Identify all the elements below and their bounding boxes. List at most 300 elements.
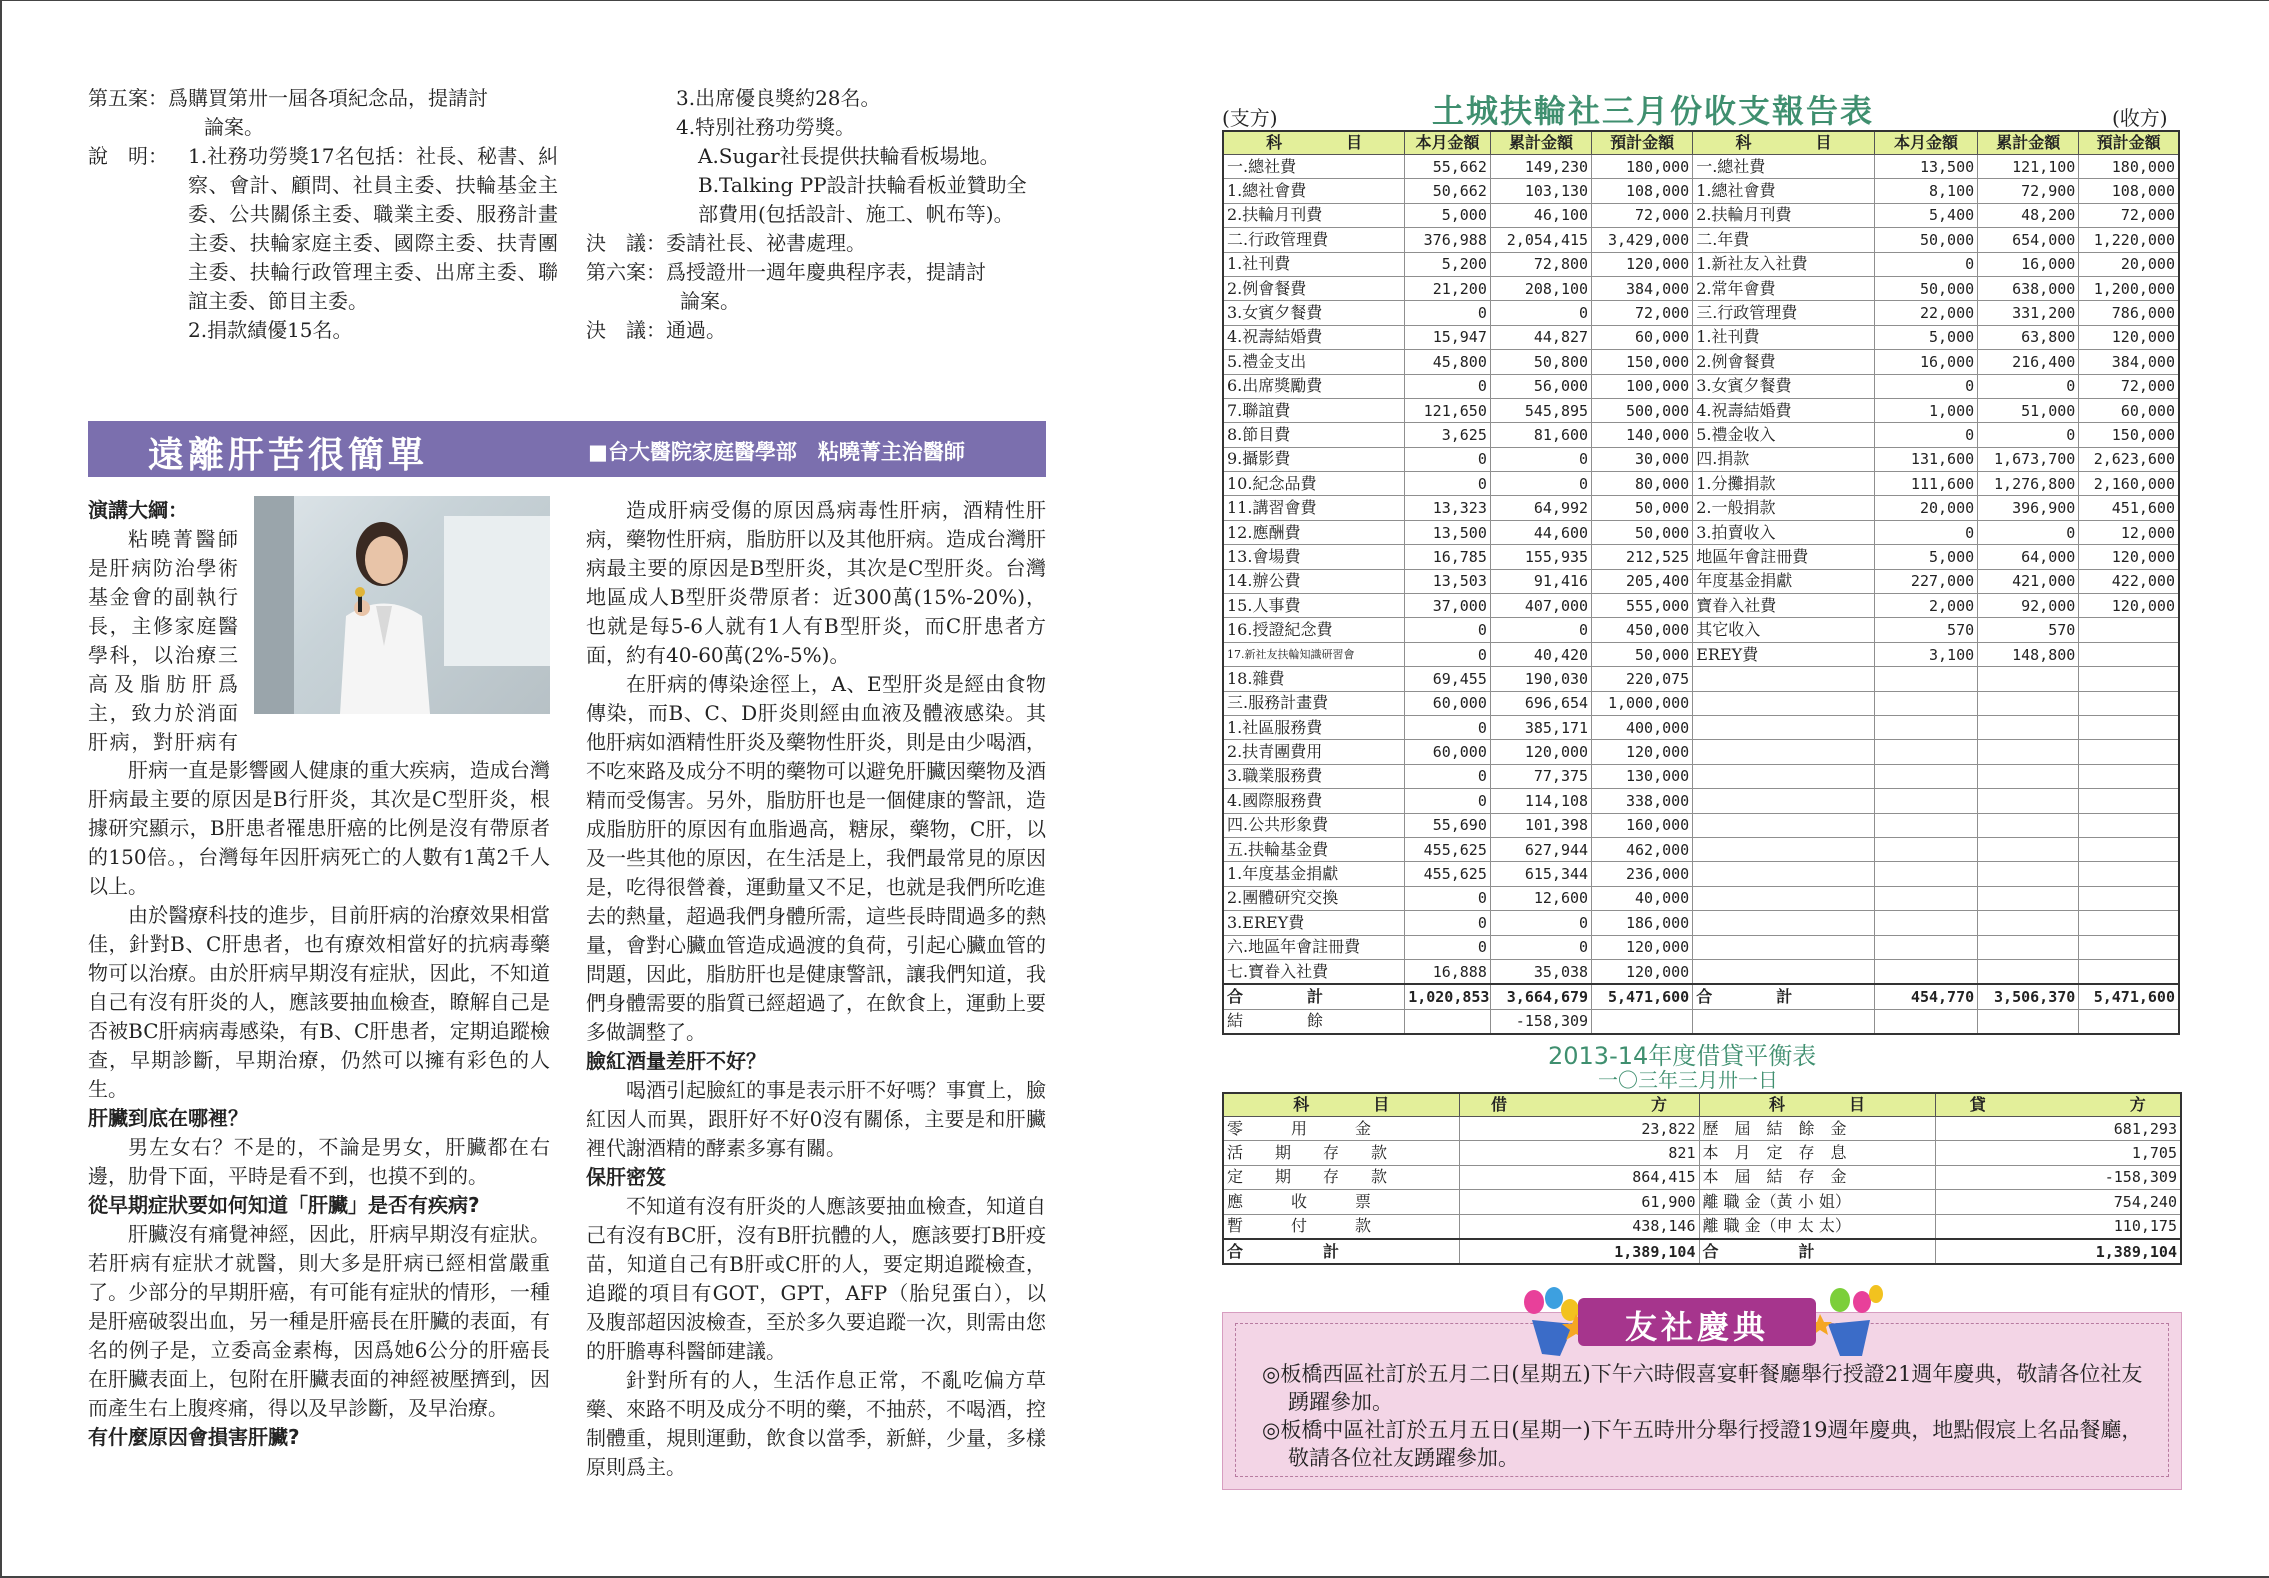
expense-amount-cell: 0 (1490, 447, 1591, 471)
expense-amount-cell: 462,000 (1592, 837, 1693, 861)
income-amount-cell: 13,500 (1874, 155, 1977, 179)
expense-amount-cell: 50,000 (1592, 642, 1693, 666)
item5-cont: 論案。 (204, 115, 264, 139)
report-row (1223, 667, 2179, 691)
expense-amount-cell: 0 (1490, 618, 1591, 642)
expense-subject-cell: 4.國際服務費 (1223, 789, 1405, 813)
income-amount-cell (2079, 715, 2179, 739)
expense-amount-cell: 205,400 (1592, 569, 1693, 593)
expense-amount-cell: 46,100 (1490, 203, 1591, 227)
article-col2-body (586, 496, 1046, 1482)
article-col1-p1 (88, 525, 238, 757)
income-amount-cell: 50,000 (1874, 228, 1977, 252)
income-amount-cell: 0 (1874, 374, 1977, 398)
expense-amount-cell: 0 (1405, 935, 1491, 959)
expense-amount-cell: 60,000 (1405, 740, 1491, 764)
income-amount-cell: 5,000 (1874, 545, 1977, 569)
expense-amount-cell: 16,888 (1405, 959, 1491, 984)
expense-subject-cell: 10.紀念品費 (1223, 472, 1405, 496)
expense-amount-cell: 72,000 (1592, 301, 1693, 325)
speaker-photo-illustration (254, 496, 550, 714)
income-amount-cell (1874, 862, 1977, 886)
balance-amount-cell (1405, 1009, 1491, 1034)
income-amount-cell: 120,000 (2079, 545, 2179, 569)
income-amount-cell (1978, 667, 2079, 691)
balance-subject-cell: 應 收 票 (1223, 1190, 1459, 1214)
income-amount-cell: 20,000 (1874, 496, 1977, 520)
expense-amount-cell: 0 (1490, 301, 1591, 325)
balance-amount-cell: 23,822 (1459, 1117, 1699, 1141)
expense-subject-cell: 11.講習會費 (1223, 496, 1405, 520)
income-subject-cell: 3.拍賣收入 (1693, 520, 1875, 544)
income-amount-cell: 1,000 (1874, 398, 1977, 422)
expense-subject-cell: 1.總社會費 (1223, 179, 1405, 203)
income-amount-cell: 422,000 (2079, 569, 2179, 593)
expense-amount-cell: 338,000 (1592, 789, 1693, 813)
income-amount-cell: 216,400 (1978, 350, 2079, 374)
expense-amount-cell: 0 (1405, 618, 1491, 642)
expense-amount-cell: 155,935 (1490, 545, 1591, 569)
income-subject-cell: 5.禮金收入 (1693, 423, 1875, 447)
expense-amount-cell: 37,000 (1405, 594, 1491, 618)
report-row (1223, 642, 2179, 666)
expense-amount-cell: 0 (1490, 935, 1591, 959)
col2-h5: 保肝密笈 (586, 1165, 666, 1189)
expense-amount-cell: 101,398 (1490, 813, 1591, 837)
income-amount-cell: 60,000 (2079, 398, 2179, 422)
expense-amount-cell: 190,030 (1490, 667, 1591, 691)
income-amount-cell: 16,000 (1874, 350, 1977, 374)
income-amount-cell: 63,800 (1978, 325, 2079, 349)
total-amount-cell: 3,664,679 (1490, 984, 1591, 1009)
page-border-left (0, 0, 2, 1578)
report-row (1223, 545, 2179, 569)
income-amount-cell: 180,000 (2079, 155, 2179, 179)
report-row (1223, 155, 2179, 179)
income-amount-cell (2079, 642, 2179, 666)
income-amount-cell: 150,000 (2079, 423, 2179, 447)
income-amount-cell: 2,623,600 (2079, 447, 2179, 471)
total-label-cell: 合 計 (1693, 984, 1875, 1009)
balance-subject-cell: 離 職 金（黃 小 姐） (1699, 1190, 1935, 1214)
expense-amount-cell: 50,000 (1592, 496, 1693, 520)
expense-amount-cell: 120,000 (1592, 959, 1693, 984)
expense-amount-cell: 55,662 (1405, 155, 1491, 179)
income-subject-cell: 2.例會餐費 (1693, 350, 1875, 374)
balance-table-wrapper (1222, 1092, 2180, 1265)
expense-amount-cell: 91,416 (1490, 569, 1591, 593)
notice-items (1262, 1360, 2148, 1472)
expense-subject-cell: 6.出席獎勵費 (1223, 374, 1405, 398)
report-row (1223, 496, 2179, 520)
expense-amount-cell: 5,200 (1405, 252, 1491, 276)
expense-amount-cell: 44,600 (1490, 520, 1591, 544)
income-amount-cell (1874, 691, 1977, 715)
income-amount-cell: 72,900 (1978, 179, 2079, 203)
expense-subject-cell: 3.女賓夕餐費 (1223, 301, 1405, 325)
expense-amount-cell: 45,800 (1405, 350, 1491, 374)
income-subject-cell (1693, 911, 1875, 935)
expense-amount-cell: 108,000 (1592, 179, 1693, 203)
resolution-2: 決 議：通過。 (586, 318, 726, 342)
expense-amount-cell: 80,000 (1592, 472, 1693, 496)
income-amount-cell: 131,600 (1874, 447, 1977, 471)
expense-subject-cell: 8.節目費 (1223, 423, 1405, 447)
report-row (1223, 179, 2179, 203)
minutes-right-column (586, 84, 1046, 345)
income-amount-cell (1978, 740, 2079, 764)
expense-amount-cell: 50,800 (1490, 350, 1591, 374)
income-amount-cell: 120,000 (2079, 325, 2179, 349)
income-amount-cell (2079, 813, 2179, 837)
income-amount-cell: 1,200,000 (2079, 276, 2179, 300)
income-amount-cell (2079, 618, 2179, 642)
expense-amount-cell: 50,000 (1592, 520, 1693, 544)
report-row (1223, 789, 2179, 813)
expense-subject-cell: 3.職業服務費 (1223, 764, 1405, 788)
income-amount-cell: 92,000 (1978, 594, 2079, 618)
income-amount-cell: 384,000 (2079, 350, 2179, 374)
expense-amount-cell: 44,827 (1490, 325, 1591, 349)
article-title: 遠離肝苦很簡單 (148, 435, 429, 476)
income-subject-cell: 寶眷入社費 (1693, 594, 1875, 618)
explain-label: 說 明： (88, 144, 168, 168)
expense-amount-cell: 615,344 (1490, 862, 1591, 886)
report-row (1223, 325, 2179, 349)
speaker-photo (254, 496, 550, 714)
expense-amount-cell: 400,000 (1592, 715, 1693, 739)
expense-subject-cell: 9.攝影費 (1223, 447, 1405, 471)
balance-subject-cell: 本 月 定 存 息 (1699, 1141, 1935, 1165)
income-subject-cell: 2.扶輪月刊費 (1693, 203, 1875, 227)
expense-subject-cell: 五.扶輪基金費 (1223, 837, 1405, 861)
balance-row (1223, 1190, 2181, 1214)
income-amount-cell (1874, 886, 1977, 910)
expense-amount-cell: 13,323 (1405, 496, 1491, 520)
expense-amount-cell: 13,500 (1405, 520, 1491, 544)
expense-amount-cell: 0 (1405, 715, 1491, 739)
balance-amount-cell (1592, 1009, 1693, 1034)
expense-subject-cell: 1.社刊費 (1223, 252, 1405, 276)
income-amount-cell: 421,000 (1978, 569, 2079, 593)
expense-amount-cell: 55,690 (1405, 813, 1491, 837)
header-month-expense: 本月金額 (1405, 131, 1491, 155)
expense-amount-cell: 208,100 (1490, 276, 1591, 300)
notice-item-1: ◎板橋西區社訂於五月二日(星期五)下午六時假喜宴軒餐廳舉行授證21週年慶典，敬請各位社友踴躍參加。 (1262, 1362, 2143, 1414)
expense-amount-cell: 220,075 (1592, 667, 1693, 691)
report-table-wrapper (1222, 130, 2180, 1035)
income-amount-cell: 0 (1978, 374, 2079, 398)
income-amount-cell: 638,000 (1978, 276, 2079, 300)
expense-amount-cell: 0 (1405, 447, 1491, 471)
expense-subject-cell: 4.祝壽結婚費 (1223, 325, 1405, 349)
income-amount-cell: 0 (1874, 520, 1977, 544)
balance-subject-cell: 歷 屆 結 餘 金 (1699, 1117, 1935, 1141)
income-amount-cell: 148,800 (1978, 642, 2079, 666)
income-amount-cell: 5,400 (1874, 203, 1977, 227)
income-amount-cell: 22,000 (1874, 301, 1977, 325)
expense-amount-cell: 1,000,000 (1592, 691, 1693, 715)
col2-p3: 喝酒引起臉紅的事是表示肝不好嗎？事實上，臉紅因人而異，跟肝好不好0沒有關係，主要是和肝臟裡代謝酒精的酵素多寡有關。 (586, 1078, 1046, 1160)
article-banner (88, 421, 1046, 477)
income-amount-cell: 0 (1874, 252, 1977, 276)
income-amount-cell (1874, 715, 1977, 739)
header-subject-expense: 科 目 (1223, 131, 1405, 155)
total-amount-cell: 5,471,600 (1592, 984, 1693, 1009)
explain-2: 2.捐款績優15名。 (188, 318, 353, 342)
income-amount-cell (1978, 764, 2079, 788)
expense-amount-cell: 103,130 (1490, 179, 1591, 203)
income-subject-cell (1693, 764, 1875, 788)
balance-amount-cell: 61,900 (1459, 1190, 1699, 1214)
report-row (1223, 740, 2179, 764)
report-row (1223, 447, 2179, 471)
income-amount-cell (1978, 959, 2079, 984)
expense-amount-cell: 160,000 (1592, 813, 1693, 837)
expense-subject-cell: 3.EREY費 (1223, 911, 1405, 935)
notice-title-banner (1578, 1298, 1816, 1346)
balance-row (1223, 1214, 2181, 1239)
expense-subject-cell: 13.會場費 (1223, 545, 1405, 569)
expense-subject-cell: 5.禮金支出 (1223, 350, 1405, 374)
report-row (1223, 935, 2179, 959)
income-amount-cell (2079, 764, 2179, 788)
income-amount-cell (1978, 837, 2079, 861)
income-amount-cell: 16,000 (1978, 252, 2079, 276)
report-row (1223, 764, 2179, 788)
balance-amount-cell (1874, 1009, 1977, 1034)
income-amount-cell: 1,673,700 (1978, 447, 2079, 471)
page-border-top (0, 0, 2269, 1)
article-col1-intro (88, 496, 238, 525)
income-subject-cell (1693, 789, 1875, 813)
income-amount-cell (1874, 789, 1977, 813)
income-amount-cell: 227,000 (1874, 569, 1977, 593)
total-amount-cell: 5,471,600 (2079, 984, 2179, 1009)
balance-amount-cell (1978, 1009, 2079, 1034)
expense-amount-cell: 385,171 (1490, 715, 1591, 739)
total-label-cell: 合 計 (1223, 984, 1405, 1009)
report-row (1223, 398, 2179, 422)
expense-amount-cell: 0 (1405, 789, 1491, 813)
balance-amount-cell: 438,146 (1459, 1214, 1699, 1239)
income-amount-cell: 2,000 (1874, 594, 1977, 618)
income-amount-cell: 570 (1874, 618, 1977, 642)
expense-amount-cell: 696,654 (1490, 691, 1591, 715)
expense-amount-cell: 407,000 (1490, 594, 1591, 618)
income-amount-cell: 5,000 (1874, 325, 1977, 349)
balance-total-amount: 1,389,104 (1459, 1239, 1699, 1264)
item6-cont: 論案。 (680, 289, 740, 313)
expense-amount-cell: 81,600 (1490, 423, 1591, 447)
report-row (1223, 618, 2179, 642)
col2-p2: 在肝病的傳染途徑上，A、E型肝炎是經由食物傳染，而B、C、D肝炎則經由血液及體液感染。其他肝病如酒精性肝炎及藥物性肝炎，則是由少喝酒，不吃來路及成分不明的藥物可以避免肝臟因藥物及酒精而受傷害。另外，脂肪肝也是一個健康的警訊，造成脂肪肝的原因有血脂過高，糖尿，藥物，C肝，以及一些其他的原因，在生活是上，我們最常見的原因是，吃得很營養，運動量又不足，也就是我們所吃進去的熱量，超過我們身體所需，這些長時間過多的熱量，會對心臟血管造成過渡的負荷，引起心臟血管的問題，因此，脂肪肝也是健康警訊，讓我們知道，我們身體需要的脂質已經超過了，在飲食上，運動上要多做調整了。 (586, 672, 1046, 1044)
balance-row (1223, 1141, 2181, 1165)
balance-title: 2013-14年度借貸平衡表 (1548, 1042, 1817, 1070)
report-row (1223, 374, 2179, 398)
balance-amount-cell: 1,705 (1935, 1141, 2181, 1165)
expense-amount-cell: 2,054,415 (1490, 228, 1591, 252)
outline-label: 演講大綱： (88, 498, 188, 522)
expense-amount-cell: 100,000 (1592, 374, 1693, 398)
income-amount-cell (2079, 667, 2179, 691)
expense-amount-cell: 3,429,000 (1592, 228, 1693, 252)
balance-total-label: 合 計 (1699, 1239, 1935, 1264)
expense-amount-cell: 5,000 (1405, 203, 1491, 227)
expense-amount-cell: 0 (1405, 472, 1491, 496)
intro-paragraph: 粘曉菁醫師是肝病防治學術基金會的副執行長，主修家庭醫學科，以治療三高及脂肪肝爲主，致力於消面肝病，對肝病有 (88, 527, 238, 754)
expense-amount-cell: 455,625 (1405, 837, 1491, 861)
expense-amount-cell: 384,000 (1592, 276, 1693, 300)
income-subject-cell: 其它收入 (1693, 618, 1875, 642)
report-header-row (1223, 131, 2179, 155)
expense-amount-cell: 627,944 (1490, 837, 1591, 861)
expense-subject-cell: 12.應酬費 (1223, 520, 1405, 544)
income-subject-cell: 地區年會註冊費 (1693, 545, 1875, 569)
income-amount-cell (2079, 862, 2179, 886)
income-amount-cell (1978, 715, 2079, 739)
expense-subject-cell: 2.扶輪月刊費 (1223, 203, 1405, 227)
expense-amount-cell: 149,230 (1490, 155, 1591, 179)
income-subject-cell (1693, 691, 1875, 715)
expense-subject-cell: 14.辦公費 (1223, 569, 1405, 593)
report-row (1223, 959, 2179, 984)
expense-amount-cell: 0 (1405, 886, 1491, 910)
expense-amount-cell: 12,600 (1490, 886, 1591, 910)
expense-amount-cell: 0 (1405, 374, 1491, 398)
expense-subject-cell: 17.新社友扶輪知識研習會 (1223, 642, 1405, 666)
income-amount-cell: 331,200 (1978, 301, 2079, 325)
income-amount-cell: 0 (1978, 520, 2079, 544)
income-amount-cell: 396,900 (1978, 496, 2079, 520)
income-subject-cell: 三.行政管理費 (1693, 301, 1875, 325)
expense-amount-cell: 64,992 (1490, 496, 1591, 520)
income-amount-cell (2079, 959, 2179, 984)
balance-amount-cell: -158,309 (1490, 1009, 1591, 1034)
report-table (1222, 130, 2180, 1035)
income-amount-cell (2079, 911, 2179, 935)
total-amount-cell: 454,770 (1874, 984, 1977, 1009)
expense-amount-cell: 455,625 (1405, 862, 1491, 886)
expense-subject-cell: 2.團體研究交換 (1223, 886, 1405, 910)
col1-p5: 肝臟沒有痛覺神經，因此，肝病早期沒有症狀。若肝病有症狀才就醫，則大多是肝病已經相當嚴重了。少部分的早期肝癌，有可能有症狀的情形，一種是肝癌破裂出血，另一種是肝癌長在肝臟的表面，有名的例子是，立委高金素梅，因爲她6公分的肝癌長在肝臟表面上，包附在肝臟表面的神經被壓擠到，因而產生右上腹疼痛，得以及早診斷，及早治療。 (88, 1222, 550, 1420)
expense-amount-cell: 120,000 (1592, 252, 1693, 276)
col2-h4: 臉紅酒量差肝不好？ (586, 1049, 766, 1073)
explain-block (88, 142, 558, 316)
expense-amount-cell: 56,000 (1490, 374, 1591, 398)
report-total-row (1223, 984, 2179, 1009)
explain-1: 1.社務功勞獎17名包括：社長、秘書、糾察、會計、顧問、社員主委、扶輪基金主委、公共關係主委、職業主委、服務計畫主委、扶輪家庭主委、國際主委、扶青團主委、扶輪行政管理主委、出席主委、聯誼主委、節目主委。 (188, 144, 558, 313)
expense-amount-cell: 120,000 (1592, 740, 1693, 764)
minutes-left-column (88, 84, 558, 345)
income-amount-cell: 0 (1978, 423, 2079, 447)
expense-amount-cell: 60,000 (1592, 325, 1693, 349)
income-amount-cell: 108,000 (2079, 179, 2179, 203)
expense-amount-cell: 0 (1405, 301, 1491, 325)
report-balance-row (1223, 1009, 2179, 1034)
income-amount-cell (1874, 911, 1977, 935)
balance-body (1223, 1117, 2181, 1265)
expense-subject-cell: 2.扶青團費用 (1223, 740, 1405, 764)
report-row (1223, 301, 2179, 325)
income-amount-cell (1978, 789, 2079, 813)
report-row (1223, 813, 2179, 837)
report-row (1223, 350, 2179, 374)
income-amount-cell (1978, 911, 2079, 935)
income-subject-cell (1693, 837, 1875, 861)
income-subject-cell (1693, 715, 1875, 739)
income-subject-cell: 年度基金捐獻 (1693, 569, 1875, 593)
income-subject-cell (1693, 667, 1875, 691)
expense-amount-cell: 40,000 (1592, 886, 1693, 910)
balance-total-amount: 1,389,104 (1935, 1239, 2181, 1264)
item6-head: 第六案：爲授證卅一週年慶典程序表，提請討 (586, 260, 986, 284)
expense-amount-cell: 0 (1405, 911, 1491, 935)
header-budget-expense: 預計金額 (1592, 131, 1693, 155)
report-row (1223, 862, 2179, 886)
expense-amount-cell: 0 (1405, 642, 1491, 666)
income-amount-cell: 111,600 (1874, 472, 1977, 496)
award-4: 4.特別社務功勞獎。 (676, 115, 856, 139)
income-amount-cell (2079, 886, 2179, 910)
report-left-tag: (支方) (1222, 106, 1278, 130)
income-subject-cell: 1.社刊費 (1693, 325, 1875, 349)
income-subject-cell: 2.一般捐款 (1693, 496, 1875, 520)
income-subject-cell (1693, 862, 1875, 886)
income-amount-cell: 12,000 (2079, 520, 2179, 544)
expense-amount-cell: 236,000 (1592, 862, 1693, 886)
income-amount-cell: 2,160,000 (2079, 472, 2179, 496)
expense-subject-cell: 一.總社費 (1223, 155, 1405, 179)
balance-row (1223, 1117, 2181, 1141)
total-amount-cell: 3,506,370 (1978, 984, 2079, 1009)
col1-h3: 有什麼原因會損害肝臟? (88, 1425, 300, 1449)
notice-item-2: ◎板橋中區社訂於五月五日(星期一)下午五時卅分舉行授證19週年慶典，地點假宸上名品餐廳，敬請各位社友踴躍參加。 (1262, 1418, 2143, 1470)
col2-p5: 針對所有的人，生活作息正常，不亂吃偏方草藥、來路不明及成分不明的藥，不抽菸，不喝酒，控制體重，規則運動，飲食以當季，新鮮，少量，多樣原則爲主。 (586, 1368, 1046, 1479)
report-row (1223, 886, 2179, 910)
income-subject-cell (1693, 740, 1875, 764)
expense-amount-cell: 376,988 (1405, 228, 1491, 252)
balance-amount-cell: 110,175 (1935, 1214, 2181, 1239)
expense-amount-cell: 150,000 (1592, 350, 1693, 374)
expense-amount-cell: 15,947 (1405, 325, 1491, 349)
report-row (1223, 837, 2179, 861)
income-amount-cell: 570 (1978, 618, 2079, 642)
col1-h1: 肝臟到底在哪裡？ (88, 1106, 248, 1130)
expense-amount-cell: 500,000 (1592, 398, 1693, 422)
balance-header-subject-debit: 科 目 (1223, 1093, 1459, 1117)
balance-total-label: 合 計 (1223, 1239, 1459, 1264)
income-amount-cell: 1,220,000 (2079, 228, 2179, 252)
expense-amount-cell: 77,375 (1490, 764, 1591, 788)
income-amount-cell (2079, 837, 2179, 861)
expense-amount-cell: 180,000 (1592, 155, 1693, 179)
report-row (1223, 472, 2179, 496)
award-4a: A.Sugar社長提供扶輪看板場地。 (698, 144, 1000, 168)
report-row (1223, 911, 2179, 935)
expense-amount-cell: 120,000 (1490, 740, 1591, 764)
report-row (1223, 594, 2179, 618)
income-amount-cell (1978, 886, 2079, 910)
col1-p4: 男左女右？不是的，不論是男女，肝臟都在右邊，肋骨下面，平時是看不到，也摸不到的。 (88, 1135, 550, 1188)
expense-subject-cell: 四.公共形象費 (1223, 813, 1405, 837)
col2-p1: 造成肝病受傷的原因爲病毒性肝病，酒精性肝病，藥物性肝病，脂肪肝以及其他肝病。造成台灣肝病最主要的原因是B型肝炎，其次是C型肝炎。台灣地區成人B型肝炎帶原者：近300萬(15%-20%)，也就是每5-6人就有1人有B型肝炎，而C肝患者方面，約有40-60萬(2%-5%)。 (586, 498, 1046, 667)
expense-amount-cell: 50,662 (1405, 179, 1491, 203)
income-amount-cell (1978, 935, 2079, 959)
income-amount-cell: 20,000 (2079, 252, 2179, 276)
income-amount-cell (1874, 959, 1977, 984)
expense-amount-cell: 121,650 (1405, 398, 1491, 422)
